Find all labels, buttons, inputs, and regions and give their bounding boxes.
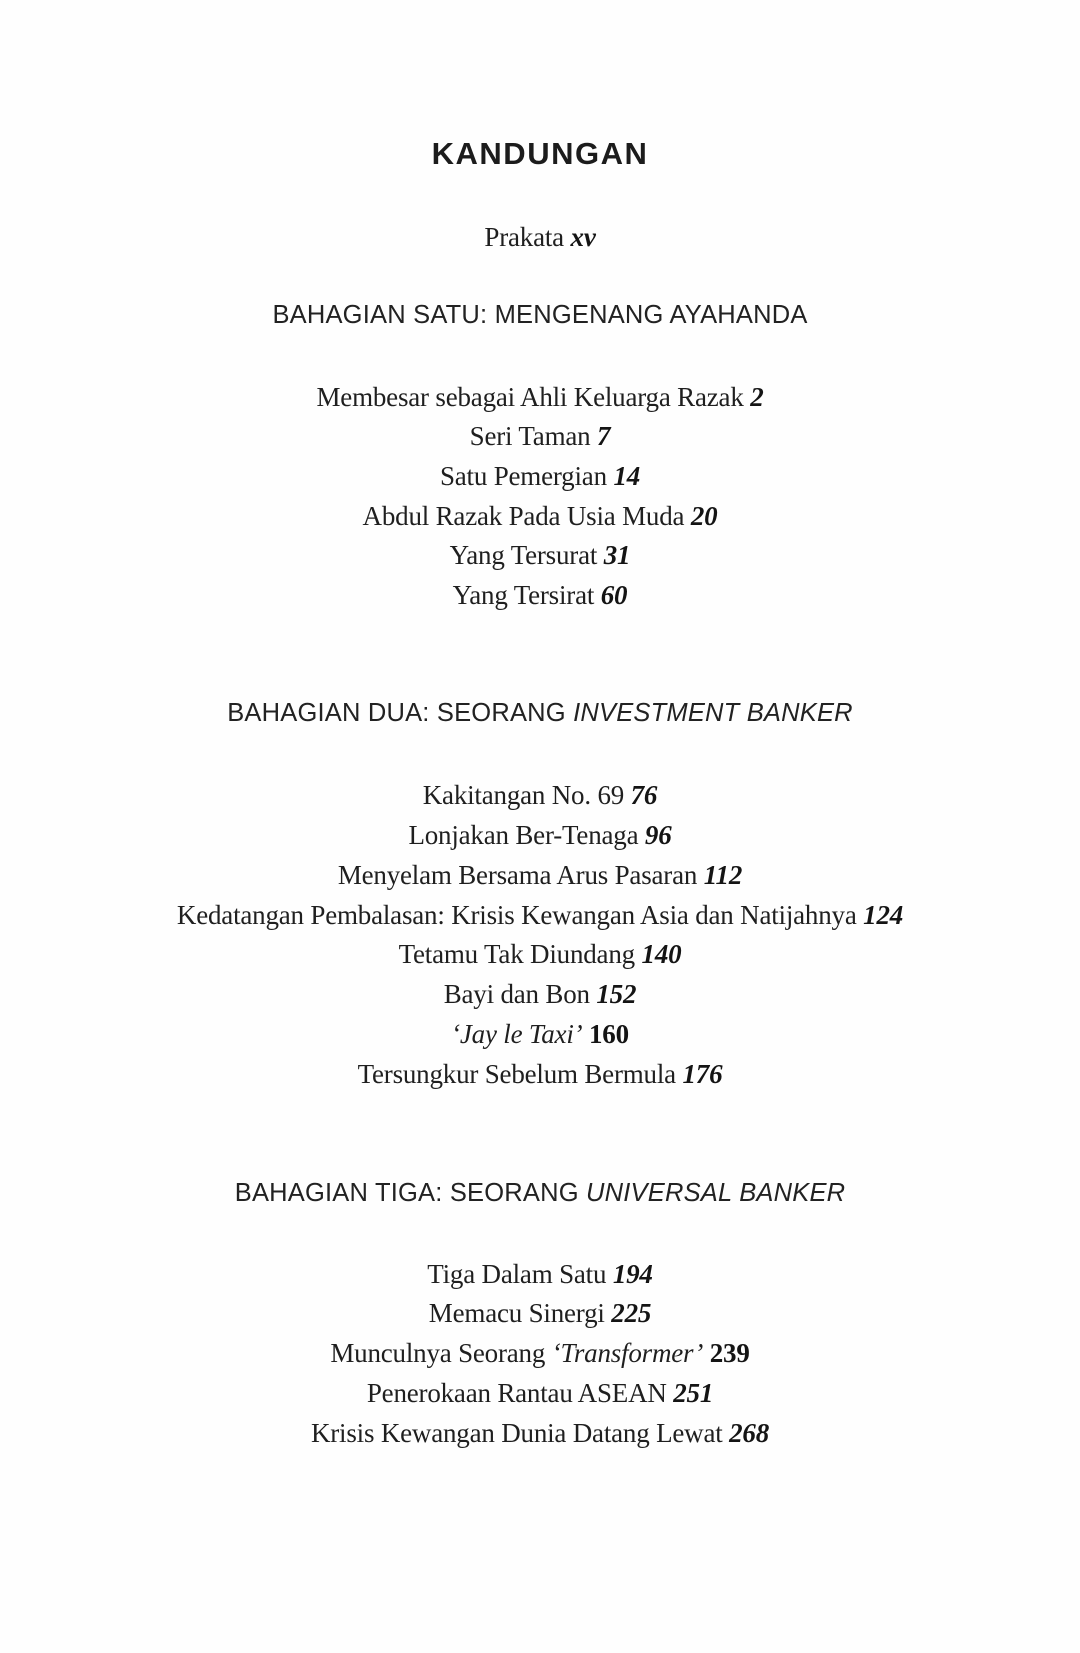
entry-title: Membesar sebagai Ahli Keluarga Razak <box>316 382 744 412</box>
entry-title: Tetamu Tak Diundang <box>398 939 635 969</box>
entry-title: Kakitangan No. 69 <box>422 780 625 810</box>
toc-entry[interactable] <box>0 456 1080 496</box>
entry-title: Tersungkur Sebelum Bermula <box>357 1059 676 1089</box>
toc-entry[interactable] <box>0 855 1080 895</box>
toc-entry[interactable] <box>0 416 1080 456</box>
entry-page-number: 96 <box>644 820 672 850</box>
entry-page-number: 112 <box>703 860 743 890</box>
toc-entry[interactable] <box>0 775 1080 815</box>
toc-entry[interactable] <box>0 1333 1080 1373</box>
toc-entry[interactable] <box>0 575 1080 615</box>
toc-entry[interactable] <box>0 1254 1080 1294</box>
entry-page-number: 20 <box>690 501 718 531</box>
entry-page-number: 76 <box>630 780 658 810</box>
entry-page-number: 124 <box>863 900 904 930</box>
section-heading-text: BAHAGIAN TIGA: SEORANG <box>234 1179 587 1207</box>
toc-entry[interactable] <box>0 1413 1080 1453</box>
entry-page-number: 176 <box>682 1059 723 1089</box>
toc-entry[interactable] <box>0 1373 1080 1413</box>
entry-title: Penerokaan Rantau ASEAN <box>366 1378 667 1408</box>
entry-page-number: 7 <box>597 421 611 451</box>
entry-page-number: 268 <box>729 1418 770 1448</box>
toc-entry[interactable] <box>0 1054 1080 1094</box>
entry-title-italic: ‘Jay le Taxi’ <box>451 1019 583 1049</box>
toc-entry[interactable] <box>0 1014 1080 1054</box>
entry-title: Krisis Kewangan Dunia Datang Lewat <box>310 1418 723 1448</box>
entry-title: Bayi dan Bon <box>443 979 590 1009</box>
toc-entry[interactable] <box>0 895 1080 935</box>
section-heading-italic: UNIVERSAL BANKER <box>586 1179 846 1207</box>
section-heading-1 <box>0 295 1080 335</box>
entry-page-number: 152 <box>596 979 637 1009</box>
entry-page-number: 140 <box>641 939 682 969</box>
entry-page-number: 2 <box>750 382 764 412</box>
toc-entry[interactable] <box>0 974 1080 1014</box>
entry-title: Lonjakan Ber-Tenaga <box>408 820 639 850</box>
section-heading-text: BAHAGIAN DUA: SEORANG <box>227 699 574 727</box>
entry-page-number: 225 <box>611 1298 652 1328</box>
entry-title: Seri Taman <box>469 421 591 451</box>
entry-title: Menyelam Bersama Arus Pasaran <box>337 860 698 890</box>
entry-page-number: 160 <box>589 1019 629 1049</box>
entry-page-number: 31 <box>603 540 631 570</box>
toc-entry-preface[interactable] <box>0 217 1080 257</box>
section-heading-3 <box>0 1173 1080 1213</box>
entry-page-number: 60 <box>600 580 628 610</box>
entry-title: Munculnya Seorang <box>330 1338 552 1368</box>
toc-entry[interactable] <box>0 377 1080 417</box>
entry-page-number: 251 <box>673 1378 714 1408</box>
entry-title: Yang Tersirat <box>452 580 595 610</box>
section-heading-italic: INVESTMENT BANKER <box>573 699 853 727</box>
section-heading-text: BAHAGIAN SATU: MENGENANG AYAHANDA <box>272 301 808 329</box>
entry-title: Kedatangan Pembalasan: Krisis Kewangan Asia dan Natijahnya <box>176 900 857 930</box>
entry-title: Satu Pemergian <box>439 461 607 491</box>
toc-entry[interactable] <box>0 815 1080 855</box>
toc-entry[interactable] <box>0 535 1080 575</box>
entry-page-number: 239 <box>709 1338 750 1368</box>
entry-page-number: xv <box>570 222 596 252</box>
toc-entry[interactable] <box>0 496 1080 536</box>
entry-title: Abdul Razak Pada Usia Muda <box>362 501 685 531</box>
entry-title: Yang Tersurat <box>449 540 598 570</box>
entry-title: Prakata <box>484 222 564 252</box>
entry-title: Memacu Sinergi <box>428 1298 605 1328</box>
section-heading-2 <box>0 693 1080 733</box>
entry-page-number: 194 <box>612 1259 653 1289</box>
entry-page-number: 14 <box>613 461 641 491</box>
entry-title: Tiga Dalam Satu <box>427 1259 607 1289</box>
page-title: KANDUNGAN <box>431 136 649 171</box>
toc-entry[interactable] <box>0 934 1080 974</box>
entry-title-italic: ‘Transformer’ <box>551 1338 704 1368</box>
toc-entry[interactable] <box>0 1293 1080 1333</box>
